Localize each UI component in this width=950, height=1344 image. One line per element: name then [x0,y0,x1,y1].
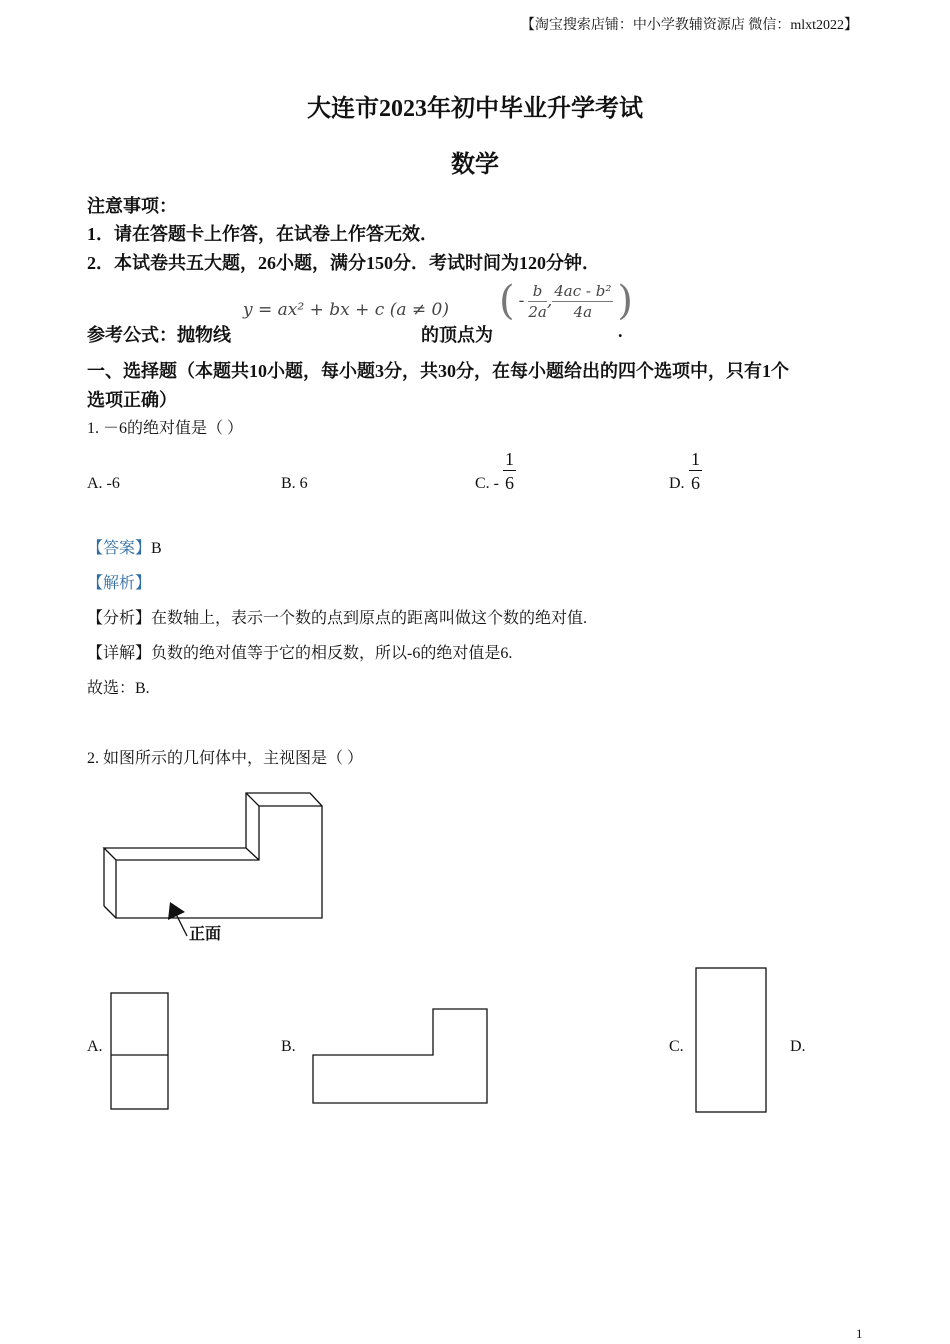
q2-option-b: B. [281,1038,296,1055]
answer-tag: 【答案】 [87,540,152,557]
subject-title: 数学 [451,152,499,178]
parabola-formula: y = ax² + bx + c (a ≠ 0) [243,300,449,320]
vertex-x-den: 2a [528,302,547,321]
frac-num: 1 [691,449,700,469]
analysis-tag: 【解析】 [87,575,152,592]
q2-stem: 2. 如图所示的几何体中，主视图是（ ） [87,750,364,767]
vertex-y-num: 4ac - b² [554,281,612,300]
vertex-comma: , [546,291,553,311]
section1-line1: 一、选择题（本题共10小题，每小题3分，共30分，在每小题给出的四个选项中，只有1个 [87,361,789,381]
vertex-minus: - [518,291,525,311]
q2-option-d: D. [790,1038,806,1055]
header-note: 【淘宝搜索店铺：中小学教辅资源店 微信：mlxt2022】 [520,18,858,33]
reference-prefix: 参考公式：抛物线 [87,325,231,345]
q1-option-b: B. 6 [281,475,308,492]
frac-den: 6 [505,473,514,493]
q2-option-a: A. [87,1038,103,1055]
frac-den: 6 [691,473,700,493]
vertex-x-num: b [528,281,547,302]
q2-option-c: C. [669,1038,684,1055]
q1-fenxi: 【分析】在数轴上，表示一个数的点到原点的距离叫做这个数的绝对值. [87,610,588,627]
vertex-y-den: 4a [573,302,593,321]
q1-xiangjie: 【详解】负数的绝对值等于它的相反数，所以-6的绝对值是6. [87,645,513,662]
exam-title: 大连市2023年初中毕业升学考试 [307,96,643,122]
frac-num: 1 [505,449,514,469]
vertex-formula: ( - $\frac{b}{2a}$ , $\frac{\text{4ac - b²}}{4a}$ ) [499,278,633,324]
front-label: 正面 [189,926,222,943]
answer-value: B [151,540,162,557]
q1-option-a: A. -6 [87,475,120,492]
q1-choose: 故选：B. [87,680,150,697]
q1-option-d-label: D. [669,475,685,492]
notes-heading: 注意事项： [87,196,177,216]
section1-line2: 选项正确） [87,390,177,410]
notes-item-2: 2．本试卷共五大题，26小题，满分150分．考试时间为120分钟． [87,253,600,273]
reference-end: . [618,321,623,341]
q1-stem: 1. －6的绝对值是（ ） [87,420,244,437]
notes-item-1: 1．请在答题卡上作答，在试卷上作答无效． [87,224,438,244]
page-number: 1 [856,1326,863,1341]
reference-middle: 的顶点为 [421,325,493,345]
q1-option-c-label: C. - [475,475,499,492]
